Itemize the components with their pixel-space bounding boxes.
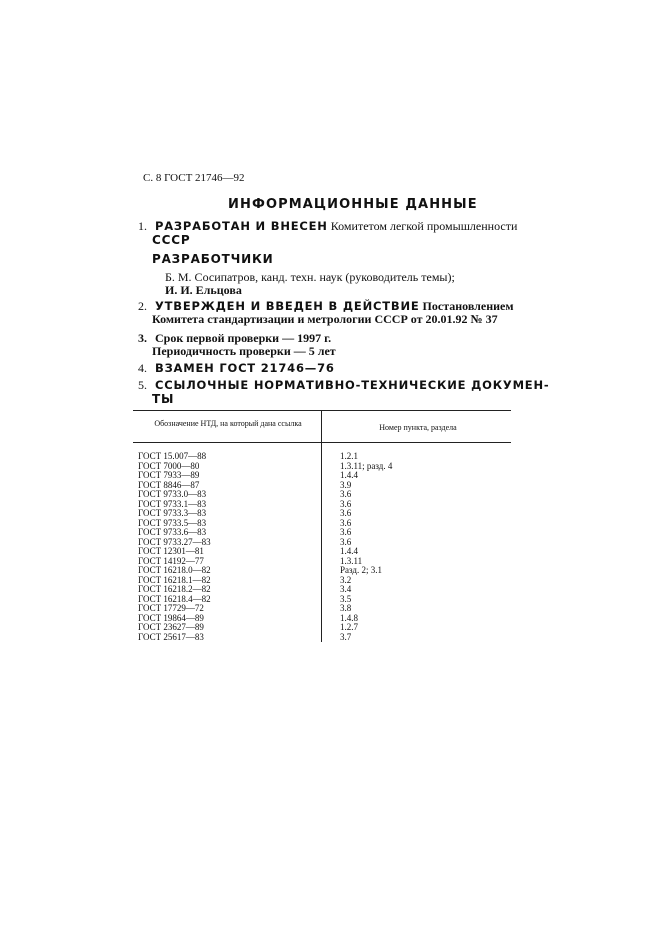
ntd-designation: ГОСТ 8846—87 — [138, 479, 200, 490]
clause-number: 3.6 — [340, 536, 352, 547]
clause-number: 3.2 — [340, 574, 352, 585]
item-5 — [138, 378, 549, 392]
clause-number: 3.6 — [340, 508, 352, 518]
page-header: С. 8 ГОСТ 21746—92 — [143, 172, 245, 184]
item-2-continuation: Комитета стандартизации и метрологии СССР от 20.01.92 № 37 — [152, 312, 498, 326]
item-1-continuation: СССР — [152, 233, 191, 247]
header-rule — [133, 442, 511, 443]
item-1-heading: РАЗРАБОТАН И ВНЕСЕН — [155, 219, 328, 233]
clause-number: 3.8 — [340, 603, 352, 613]
ntd-designation: ГОСТ 17729—72 — [138, 603, 204, 613]
developers-heading: РАЗРАБОТЧИКИ — [152, 252, 274, 266]
ntd-designation: ГОСТ 9733.0—83 — [138, 489, 207, 499]
clause-number: 1.4.8 — [340, 612, 358, 623]
item-4-heading: ВЗАМЕН ГОСТ 21746—76 — [155, 361, 335, 375]
item-3 — [138, 331, 331, 345]
item-5-continuation: ТЫ — [152, 392, 175, 406]
ntd-designation: ГОСТ 16218.4—82 — [138, 593, 211, 604]
table-body — [133, 452, 511, 642]
item-4-number: 4. — [138, 361, 147, 375]
item-4 — [138, 361, 335, 375]
clause-number: 3.7 — [340, 631, 352, 642]
item-1-number: 1. — [138, 219, 147, 233]
ntd-designation: ГОСТ 16218.2—82 — [138, 584, 211, 594]
clause-number: 3.5 — [340, 593, 352, 604]
ntd-designation: ГОСТ 16218.1—82 — [138, 574, 211, 585]
item-2-number: 2. — [138, 299, 147, 313]
section-title: ИНФОРМАЦИОННЫЕ ДАННЫЕ — [228, 197, 478, 212]
ntd-designation: ГОСТ 15.007—88 — [138, 451, 207, 461]
ntd-designation: ГОСТ 7933—89 — [138, 470, 200, 480]
item-1 — [138, 219, 517, 233]
item-3-number: 3. — [138, 331, 147, 345]
ntd-designation: ГОСТ 25617—83 — [138, 631, 204, 642]
item-2-heading: УТВЕРЖДЕН И ВВЕДЕН В ДЕЙСТВИЕ — [155, 299, 420, 313]
clause-number: 3.6 — [340, 517, 352, 528]
ntd-designation: ГОСТ 9733.6—83 — [138, 527, 207, 537]
ntd-designation: ГОСТ 12301—81 — [138, 546, 204, 556]
clause-number: 3.4 — [340, 584, 352, 594]
clause-number: Разд. 2; 3.1 — [340, 565, 382, 575]
ntd-designation: ГОСТ 9733.5—83 — [138, 517, 207, 528]
table-header-clause: Номер пункта, раздела — [379, 423, 457, 432]
table-header-designation: Обозначение НТД, на который дана ссылка — [154, 419, 302, 428]
clause-number: 1.4.4 — [340, 470, 358, 480]
item-1-text: Комитетом легкой промышленности — [330, 219, 518, 233]
clause-number: 3.6 — [340, 527, 352, 537]
ntd-designation: ГОСТ 23627—89 — [138, 622, 204, 632]
ntd-designation: ГОСТ 9733.27—83 — [138, 536, 211, 547]
ntd-designation: ГОСТ 9733.3—83 — [138, 508, 207, 518]
clause-number: 3.6 — [340, 498, 352, 509]
ntd-designation: ГОСТ 7000—80 — [138, 460, 200, 471]
ntd-designation: ГОСТ 14192—77 — [138, 555, 204, 566]
item-3-line-1: Срок первой проверки — 1997 г. — [155, 331, 332, 345]
ntd-designation: ГОСТ 9733.1—83 — [138, 498, 207, 509]
item-5-number: 5. — [138, 378, 147, 392]
ntd-designation: ГОСТ 16218.0—82 — [138, 565, 211, 575]
reference-table — [133, 410, 511, 642]
developer-line-2: И. И. Ельцова — [165, 283, 242, 297]
clause-number: 1.4.4 — [340, 546, 358, 556]
item-5-heading: ССЫЛОЧНЫЕ НОРМАТИВНО-ТЕХНИЧЕСКИЕ ДОКУМЕН- — [155, 378, 550, 392]
item-2-text: Постановлением — [422, 299, 514, 313]
developer-line-1: Б. М. Сосипатров, канд. техн. наук (руководитель темы); — [165, 270, 455, 284]
item-2 — [138, 299, 514, 313]
item-3-line-2: Периодичность проверки — 5 лет — [152, 344, 336, 358]
table-row — [133, 633, 511, 643]
clause-number: 1.2.1 — [340, 451, 358, 461]
clause-number: 1.3.11; разд. 4 — [340, 460, 393, 471]
clause-number: 3.6 — [340, 489, 352, 499]
clause-number: 1.3.11 — [340, 555, 363, 566]
clause-number: 3.9 — [340, 479, 352, 490]
ntd-designation: ГОСТ 19864—89 — [138, 612, 204, 623]
clause-number: 1.2.7 — [340, 622, 358, 632]
